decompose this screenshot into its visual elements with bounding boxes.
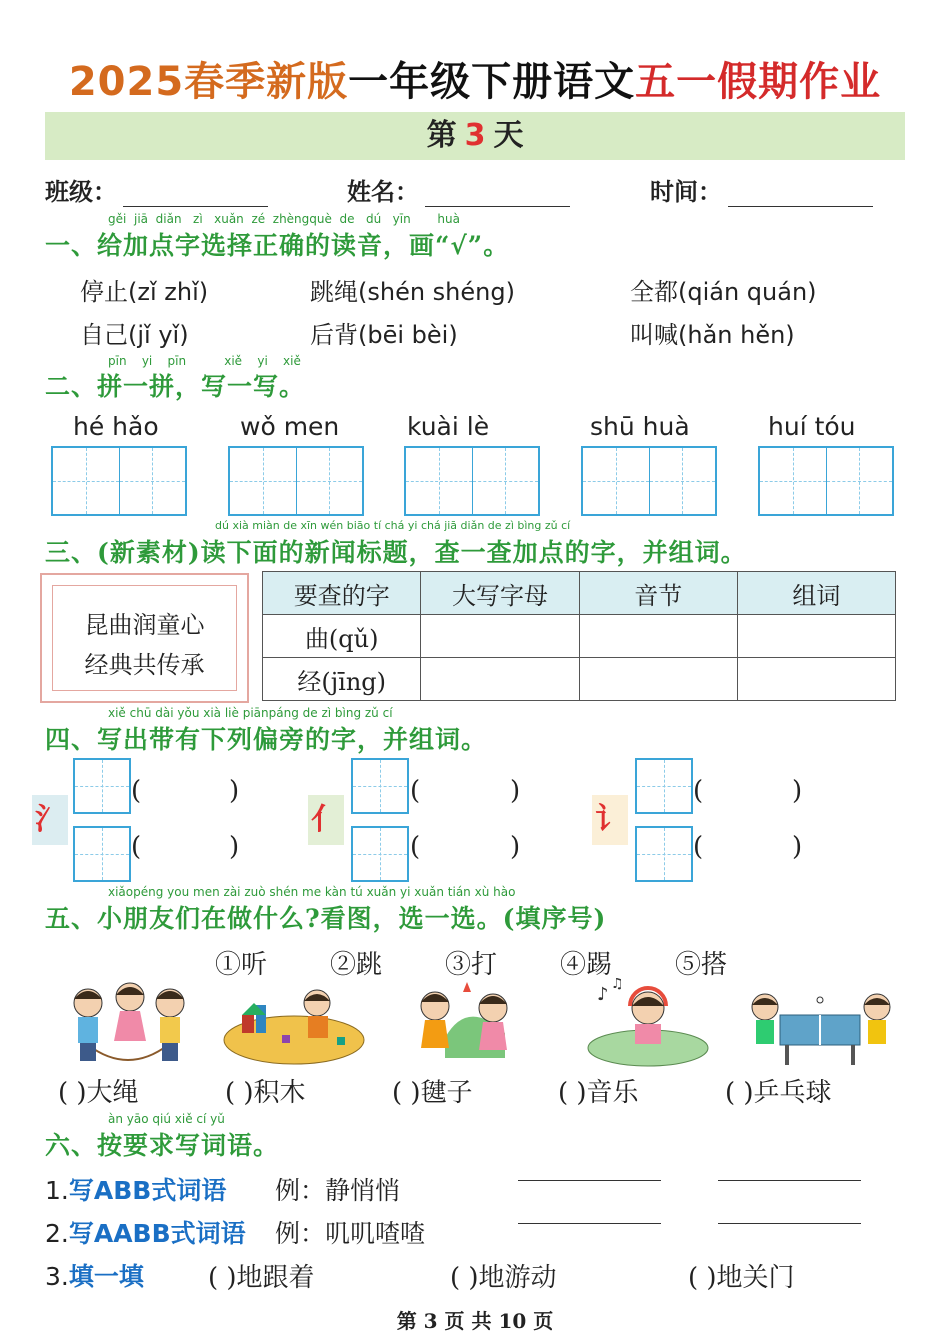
option-play: ③打 <box>445 950 498 980</box>
paren-open: ( <box>131 776 142 806</box>
writing-grid[interactable] <box>635 758 693 814</box>
writing-grid[interactable] <box>73 758 131 814</box>
table-row <box>263 658 896 701</box>
s4-pinyin: xiě chū dài yǒu xià liè piānpáng de zì bìng zǔ cí <box>108 706 393 720</box>
s3-pinyin: dú xià miàn de xīn wén biāo tí chá yi chá jiā diǎn de zì bìng zǔ cí <box>215 519 571 532</box>
s1-pinyin <box>108 212 460 226</box>
fill-close-door[interactable]: ( )地关门 <box>688 1263 795 1293</box>
table-row <box>263 615 896 658</box>
table-cell[interactable] <box>737 658 895 701</box>
writing-grid[interactable] <box>351 826 409 882</box>
paren-close: ) <box>229 776 240 806</box>
day-banner <box>45 112 905 160</box>
news-line-1: 昆曲润童心 <box>84 611 205 639</box>
writing-grid[interactable] <box>635 826 693 882</box>
option-kick: ④踢 <box>560 950 613 980</box>
time-field <box>650 172 873 207</box>
pinyin: gěi <box>108 212 127 226</box>
pinyin: yīn <box>392 212 411 226</box>
page-footer: 第 3 页 共 10 页 <box>396 1309 554 1333</box>
pinyin: zé <box>251 212 266 226</box>
writing-grid[interactable] <box>51 446 187 516</box>
row-label: 写AABB式词语 <box>68 1219 246 1248</box>
row-label: 填一填 <box>68 1262 144 1291</box>
lookup-table <box>262 571 896 701</box>
time-label: 时间： <box>650 177 722 206</box>
s6-heading: 六、按要求写词语。 <box>45 1131 280 1160</box>
name-label: 姓名： <box>347 177 419 206</box>
table-cell: 经(jīng) <box>263 658 421 701</box>
paren-close: ) <box>229 832 240 862</box>
paren-open: ( <box>693 776 704 806</box>
table-cell[interactable] <box>421 615 579 658</box>
s5-pinyin: xiǎopéng you men zài zuò shén me kàn tú xuǎn yi xuǎn tián xù hào <box>108 885 516 899</box>
paren-close: ) <box>510 832 521 862</box>
s1-heading: 一、给加点字选择正确的读音，画“√”。 <box>45 231 510 260</box>
radical-water: 氵 <box>32 795 68 845</box>
s2-pinyin-word: huí tóu <box>768 412 856 441</box>
class-blank[interactable] <box>123 180 268 207</box>
pinyin: xiě <box>283 354 301 368</box>
title-homework: 五一假期作业 <box>635 59 882 105</box>
table-cell: 曲(qǔ) <box>263 615 421 658</box>
jump-rope-picture <box>58 975 198 1070</box>
ping-pong-picture <box>745 985 895 1070</box>
writing-grid[interactable] <box>228 446 364 516</box>
row-number: 1. <box>45 1176 69 1205</box>
s2-pinyin-word: wǒ men <box>240 412 340 441</box>
option-listen: ①听 <box>215 950 268 980</box>
s1-item[interactable]: 叫喊(hǎn hěn) <box>630 321 795 349</box>
day-prefix: 第 <box>426 118 457 153</box>
blank-music[interactable]: ( )音乐 <box>558 1078 639 1108</box>
pinyin: yi <box>257 354 268 368</box>
abb-answer-line-2[interactable] <box>718 1180 861 1181</box>
aabb-answer-line-2[interactable] <box>718 1223 861 1224</box>
s1-item[interactable]: 后背(bēi bèi) <box>310 321 458 349</box>
class-label: 班级： <box>45 177 117 206</box>
blank-ping-pong[interactable]: ( )乒乓球 <box>725 1078 832 1108</box>
pinyin: xiě <box>224 354 243 368</box>
s3-heading: 三、(新素材)读下面的新闻标题，查一查加点的字，并组词。 <box>45 538 747 567</box>
abb-example: 例：静悄悄 <box>275 1176 401 1205</box>
pinyin: diǎn <box>155 212 182 226</box>
table-header: 大写字母 <box>421 572 579 615</box>
page-title <box>0 50 950 107</box>
writing-grid[interactable] <box>758 446 894 516</box>
pinyin: dú <box>365 212 382 226</box>
s2-pinyin <box>108 354 301 368</box>
name-field <box>347 172 570 207</box>
writing-grid[interactable] <box>73 826 131 882</box>
table-header: 音节 <box>579 572 737 615</box>
s2-heading: 二、拼一拼，写一写。 <box>45 372 306 401</box>
table-cell[interactable] <box>737 615 895 658</box>
table-cell[interactable] <box>579 615 737 658</box>
building-blocks-picture <box>222 985 367 1070</box>
pinyin: zì <box>193 212 203 226</box>
s1-item[interactable]: 全都(qián quán) <box>630 278 817 306</box>
s5-heading: 五、小朋友们在做什么?看图，选一选。(填序号) <box>45 904 607 933</box>
table-header: 组词 <box>737 572 895 615</box>
s6-row-3 <box>45 1257 144 1293</box>
s2-pinyin-word: hé hǎo <box>73 412 159 441</box>
svg-text:♫: ♫ <box>611 978 624 992</box>
pinyin: pīn <box>167 354 187 368</box>
pinyin: què <box>309 212 332 226</box>
title-year-edition: 2025春季新版 <box>68 59 349 105</box>
name-blank[interactable] <box>425 180 570 207</box>
pinyin: jiā <box>133 212 149 226</box>
day-number: 3 <box>464 118 486 153</box>
paren-open: ( <box>131 832 142 862</box>
s1-item[interactable]: 停止(zǐ zhǐ) <box>80 278 209 306</box>
class-field <box>45 172 268 207</box>
pinyin: de <box>339 212 355 226</box>
blank-jump-rope[interactable]: ( )大绳 <box>58 1078 139 1108</box>
paren-open: ( <box>410 832 421 862</box>
shuttlecock-picture <box>405 978 530 1070</box>
pinyin: zhèng <box>272 212 310 226</box>
row-number: 2. <box>45 1219 69 1248</box>
s2-pinyin-word: shū huà <box>590 412 690 441</box>
option-jump: ②跳 <box>330 950 383 980</box>
table-header-row <box>263 572 896 615</box>
news-line-2: 经典共传承 <box>84 651 205 679</box>
paren-close: ) <box>510 776 521 806</box>
writing-grid[interactable] <box>404 446 540 516</box>
writing-grid[interactable] <box>351 758 409 814</box>
fill-follow[interactable]: ( )地跟着 <box>208 1263 315 1293</box>
pinyin: xuǎn <box>214 212 244 226</box>
pinyin: pīn <box>108 354 127 368</box>
s6-pinyin: àn yāo qiú xiě cí yǔ <box>108 1112 225 1126</box>
paren-close: ) <box>792 832 803 862</box>
s6-row-2 <box>45 1214 246 1250</box>
table-cell[interactable] <box>421 658 579 701</box>
s1-item[interactable]: 跳绳(shén shéng) <box>310 278 515 306</box>
abb-answer-line-1[interactable] <box>518 1180 661 1181</box>
news-headline-card <box>40 573 249 703</box>
row-label: 写ABB式词语 <box>68 1176 227 1205</box>
paren-open: ( <box>410 776 421 806</box>
blank-blocks[interactable]: ( )积木 <box>225 1078 306 1108</box>
row-number: 3. <box>45 1262 69 1291</box>
time-blank[interactable] <box>728 180 873 207</box>
aabb-example: 例：叽叽喳喳 <box>275 1219 426 1248</box>
blank-shuttlecock[interactable]: ( )毽子 <box>392 1078 473 1108</box>
option-build: ⑤搭 <box>675 950 728 980</box>
s4-heading: 四、写出带有下列偏旁的字，并组词。 <box>45 725 488 754</box>
s2-pinyin-word: kuài lè <box>407 412 490 441</box>
pinyin: huà <box>437 212 460 226</box>
music-picture <box>583 978 713 1070</box>
radical-speech: 讠 <box>592 795 628 845</box>
s1-item[interactable]: 自己(jǐ yǐ) <box>80 321 189 349</box>
pinyin: yi <box>141 354 153 368</box>
fill-swim[interactable]: ( )地游动 <box>450 1263 557 1293</box>
radical-person: 亻 <box>308 795 344 845</box>
paren-open: ( <box>693 832 704 862</box>
svg-text:♪: ♪ <box>597 984 609 1005</box>
writing-grid[interactable] <box>581 446 717 516</box>
paren-close: ) <box>792 776 803 806</box>
table-cell[interactable] <box>579 658 737 701</box>
s6-row-1 <box>45 1171 226 1207</box>
aabb-answer-line-1[interactable] <box>518 1223 661 1224</box>
table-header: 要查的字 <box>263 572 421 615</box>
day-suffix: 天 <box>493 118 524 153</box>
title-grade-subject: 一年级下册语文 <box>348 59 636 105</box>
